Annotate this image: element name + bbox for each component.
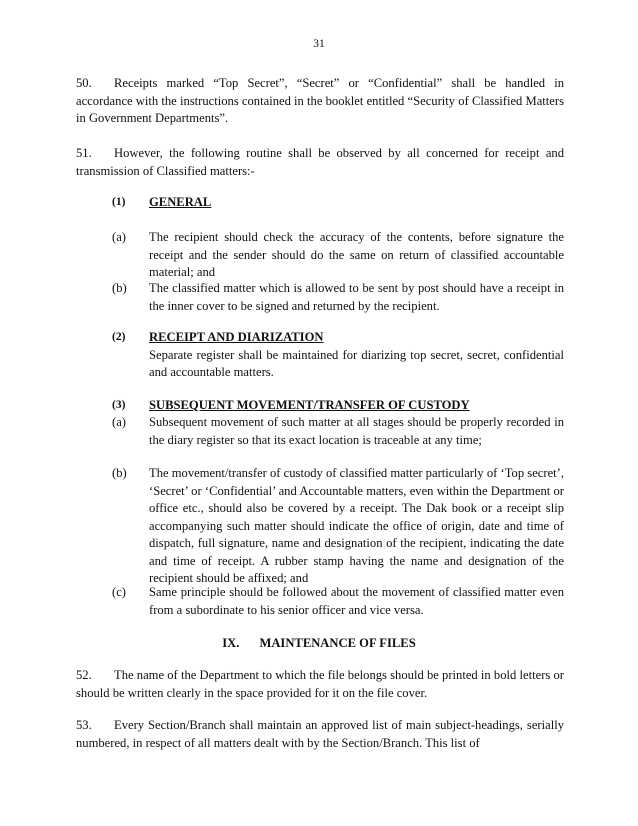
section-ix-title [0, 635, 638, 653]
paragraph-number: 53. [76, 718, 92, 732]
item-text: The recipient should check the accuracy of the contents, before signature the receipt and the sender should do the same on return of classified accountable material; and [149, 230, 564, 279]
section-label: (3) [112, 399, 126, 411]
section-1-item-a [112, 229, 564, 282]
section-heading: SUBSEQUENT MOVEMENT/TRANSFER OF CUSTODY [149, 398, 470, 412]
section-heading: RECEIPT AND DIARIZATION [149, 330, 324, 344]
section-3-heading [112, 397, 564, 415]
section-roman-numeral: IX. [222, 636, 240, 650]
item-text: Same principle should be followed about the movement of classified matter even from a subordinate to his senior officer and vice versa. [149, 585, 564, 617]
paragraph-52 [76, 667, 564, 702]
paragraph-number: 52. [76, 668, 92, 682]
paragraph-text: Receipts marked “Top Secret”, “Secret” or “Confidential” shall be handled in accordance with the instructions contained in the booklet entitled “Security of Classified Matters in Government Departments”. [76, 76, 564, 125]
paragraph-text: Every Section/Branch shall maintain an approved list of main subject-headings, serially numbered, in respect of all matters dealt with by the Section/Branch. This list of [76, 718, 564, 750]
section-label: (1) [112, 196, 126, 208]
page-number: 31 [313, 38, 325, 50]
section-label: (2) [112, 331, 126, 343]
item-text: The classified matter which is allowed to be sent by post should have a receipt in the inner cover to be signed and returned by the recipient. [149, 281, 564, 313]
section-heading: GENERAL [149, 195, 212, 209]
paragraph-text: However, the following routine shall be observed by all concerned for receipt and transmission of Classified matters:- [76, 146, 564, 178]
paragraph-50 [76, 75, 564, 128]
section-3-item-b [112, 465, 564, 588]
item-label: (a) [112, 230, 126, 244]
item-label: (a) [112, 415, 126, 429]
paragraph-text: The name of the Department to which the file belongs should be printed in bold letters or should be written clearly in the space provided for it on the file cover. [76, 668, 564, 700]
item-text: The movement/transfer of custody of classified matter particularly of ‘Top secret’, ‘Secret’ or ‘Confidential’ and Accountable matters, even within the Department or office etc., should also be covered by a receipt. The Dak book or a receipt slip accompanying such matter should indicate the office of origin, date and time of dispatch, full signature, name and designation of the recipient, indicating the date and time of receipt. A rubber stamp having the name and designation of the recipient should be affixed; and [149, 466, 564, 585]
paragraph-53 [76, 717, 564, 752]
item-label: (b) [112, 466, 127, 480]
paragraph-number: 51. [76, 146, 92, 160]
section-1-heading [112, 194, 564, 212]
paragraph-number: 50. [76, 76, 92, 90]
section-3-item-a [112, 414, 564, 449]
item-label: (c) [112, 585, 126, 599]
section-3-item-c [112, 584, 564, 619]
section-1-item-b [112, 280, 564, 315]
section-2 [112, 329, 564, 382]
item-label: (b) [112, 281, 127, 295]
paragraph-51 [76, 145, 564, 180]
section-title-text: MAINTENANCE OF FILES [259, 636, 416, 650]
section-text: Separate register shall be maintained for diarizing top secret, secret, confidential and accountable matters. [149, 347, 564, 379]
item-text: Subsequent movement of such matter at all stages should be properly recorded in the diary register so that its exact location is traceable at any time; [149, 415, 564, 447]
